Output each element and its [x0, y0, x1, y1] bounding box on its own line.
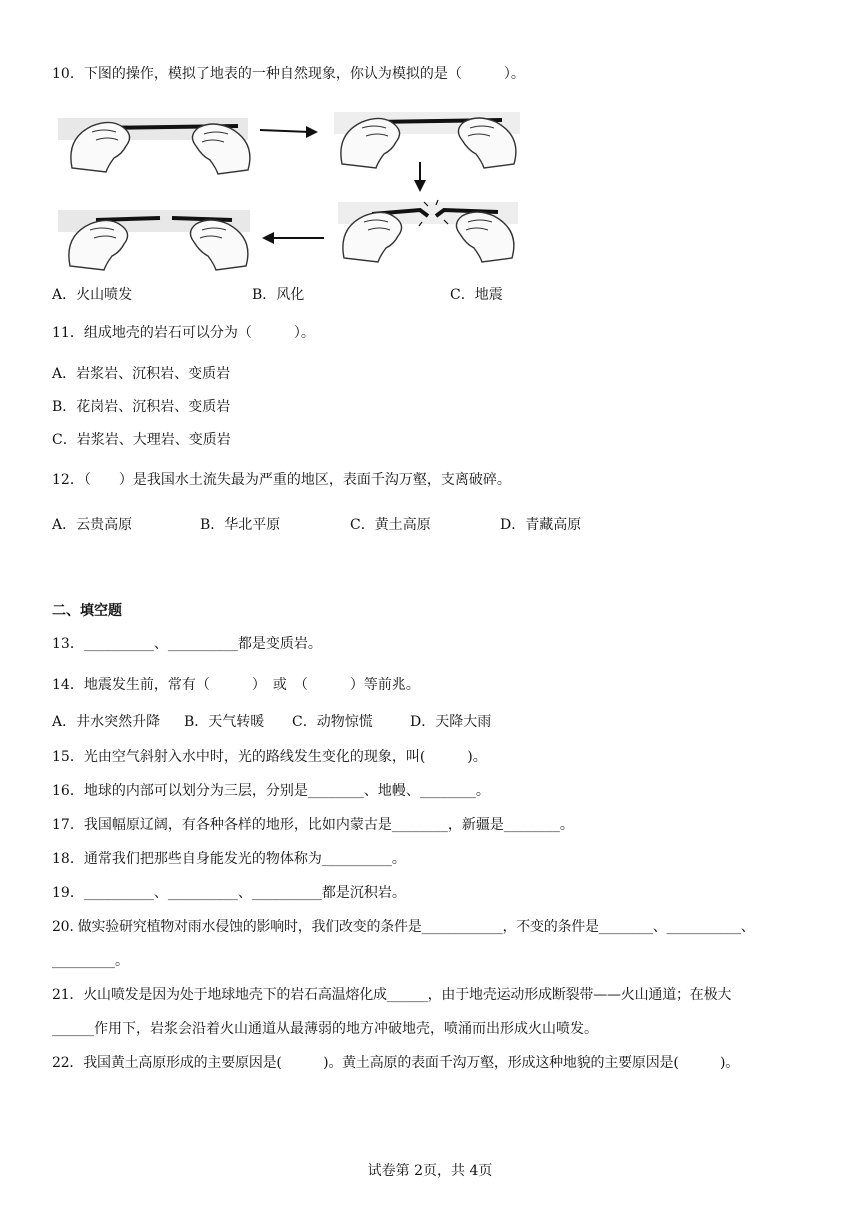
q22-text: 22．我国黄土高原形成的主要原因是( )。黄土高原的表面千沟万壑，形成这种地貌的主要原因是( )。 [52, 1055, 740, 1071]
q14-option-b[interactable]: B．天气转暖 [184, 714, 265, 730]
stick-bending-figure [52, 98, 522, 274]
q12-option-c[interactable]: C．黄土高原 [350, 517, 431, 533]
q10-option-a[interactable]: A．火山喷发 [52, 287, 133, 303]
q17-text: 17．我国幅原辽阔，有各种各样的地形，比如内蒙古是________，新疆是________。 [52, 817, 574, 833]
q12-option-b[interactable]: B．华北平原 [200, 517, 281, 533]
hands-breaking-stick-panel [338, 200, 518, 262]
q11-option-c[interactable]: C．岩浆岩、大理岩、变质岩 [52, 432, 231, 448]
q11-text: 11．组成地壳的岩石可以分为（ ）。 [52, 325, 315, 341]
q14-option-a[interactable]: A．井水突然升降 [52, 714, 161, 730]
q14-option-c[interactable]: C．动物惊慌 [292, 714, 373, 730]
arrow-left-icon [262, 232, 324, 244]
section-title: 二、填空题 [52, 603, 122, 619]
q11-option-a[interactable]: A．岩浆岩、沉积岩、变质岩 [52, 366, 231, 382]
q19-text: 19．__________、__________、__________都是沉积岩。 [52, 885, 406, 901]
q20-line2: _________。 [52, 953, 129, 969]
arrow-down-icon [414, 162, 426, 192]
q21-line2: ______作用下，岩浆会沿着火山通道从最薄弱的地方冲破地壳，喷涌而出形成火山喷发。 [52, 1021, 598, 1037]
q18-text: 18．通常我们把那些自身能发光的物体称为__________。 [52, 851, 406, 867]
q10-option-c[interactable]: C．地震 [450, 287, 503, 303]
q10-text: 10．下图的操作，模拟了地表的一种自然现象，你认为模拟的是（ ）。 [52, 66, 525, 82]
q10-option-b[interactable]: B．风化 [252, 287, 305, 303]
q20-line1: 20. 做实验研究植物对雨水侵蚀的影响时，我们改变的条件是____________，不变的条件是________、___________、 [52, 919, 755, 935]
q15-text: 15．光由空气斜射入水中时，光的路线发生变化的现象，叫( )。 [52, 749, 487, 765]
q11-option-b[interactable]: B．花岗岩、沉积岩、变质岩 [52, 399, 231, 415]
arrow-right-icon [260, 126, 318, 138]
q14-text: 14．地震发生前，常有（ ） 或 （ ）等前兆。 [52, 677, 420, 693]
hands-holding-broken-stick-panel [58, 210, 250, 270]
q12-text: 12．（ ）是我国水土流失最为严重的地区，表面千沟万壑，支离破碎。 [52, 472, 511, 488]
hands-holding-stick-panel-2 [334, 112, 520, 168]
page-footer: 试卷第 2页，共 4页 [367, 1163, 493, 1179]
q14-option-d[interactable]: D．天降大雨 [410, 714, 492, 730]
q12-option-d[interactable]: D．青藏高原 [500, 517, 582, 533]
q12-option-a[interactable]: A．云贵高原 [52, 517, 133, 533]
hands-holding-stick-panel-1 [58, 118, 250, 174]
q13-text: 13．__________、__________都是变质岩。 [52, 636, 322, 652]
q21-line1: 21．火山喷发是因为处于地球地壳下的岩石高温熔化成______，由于地壳运动形成断裂带——火山通道；在极大 [52, 987, 732, 1003]
q16-text: 16．地球的内部可以划分为三层，分别是________、地幔、________。 [52, 783, 490, 799]
